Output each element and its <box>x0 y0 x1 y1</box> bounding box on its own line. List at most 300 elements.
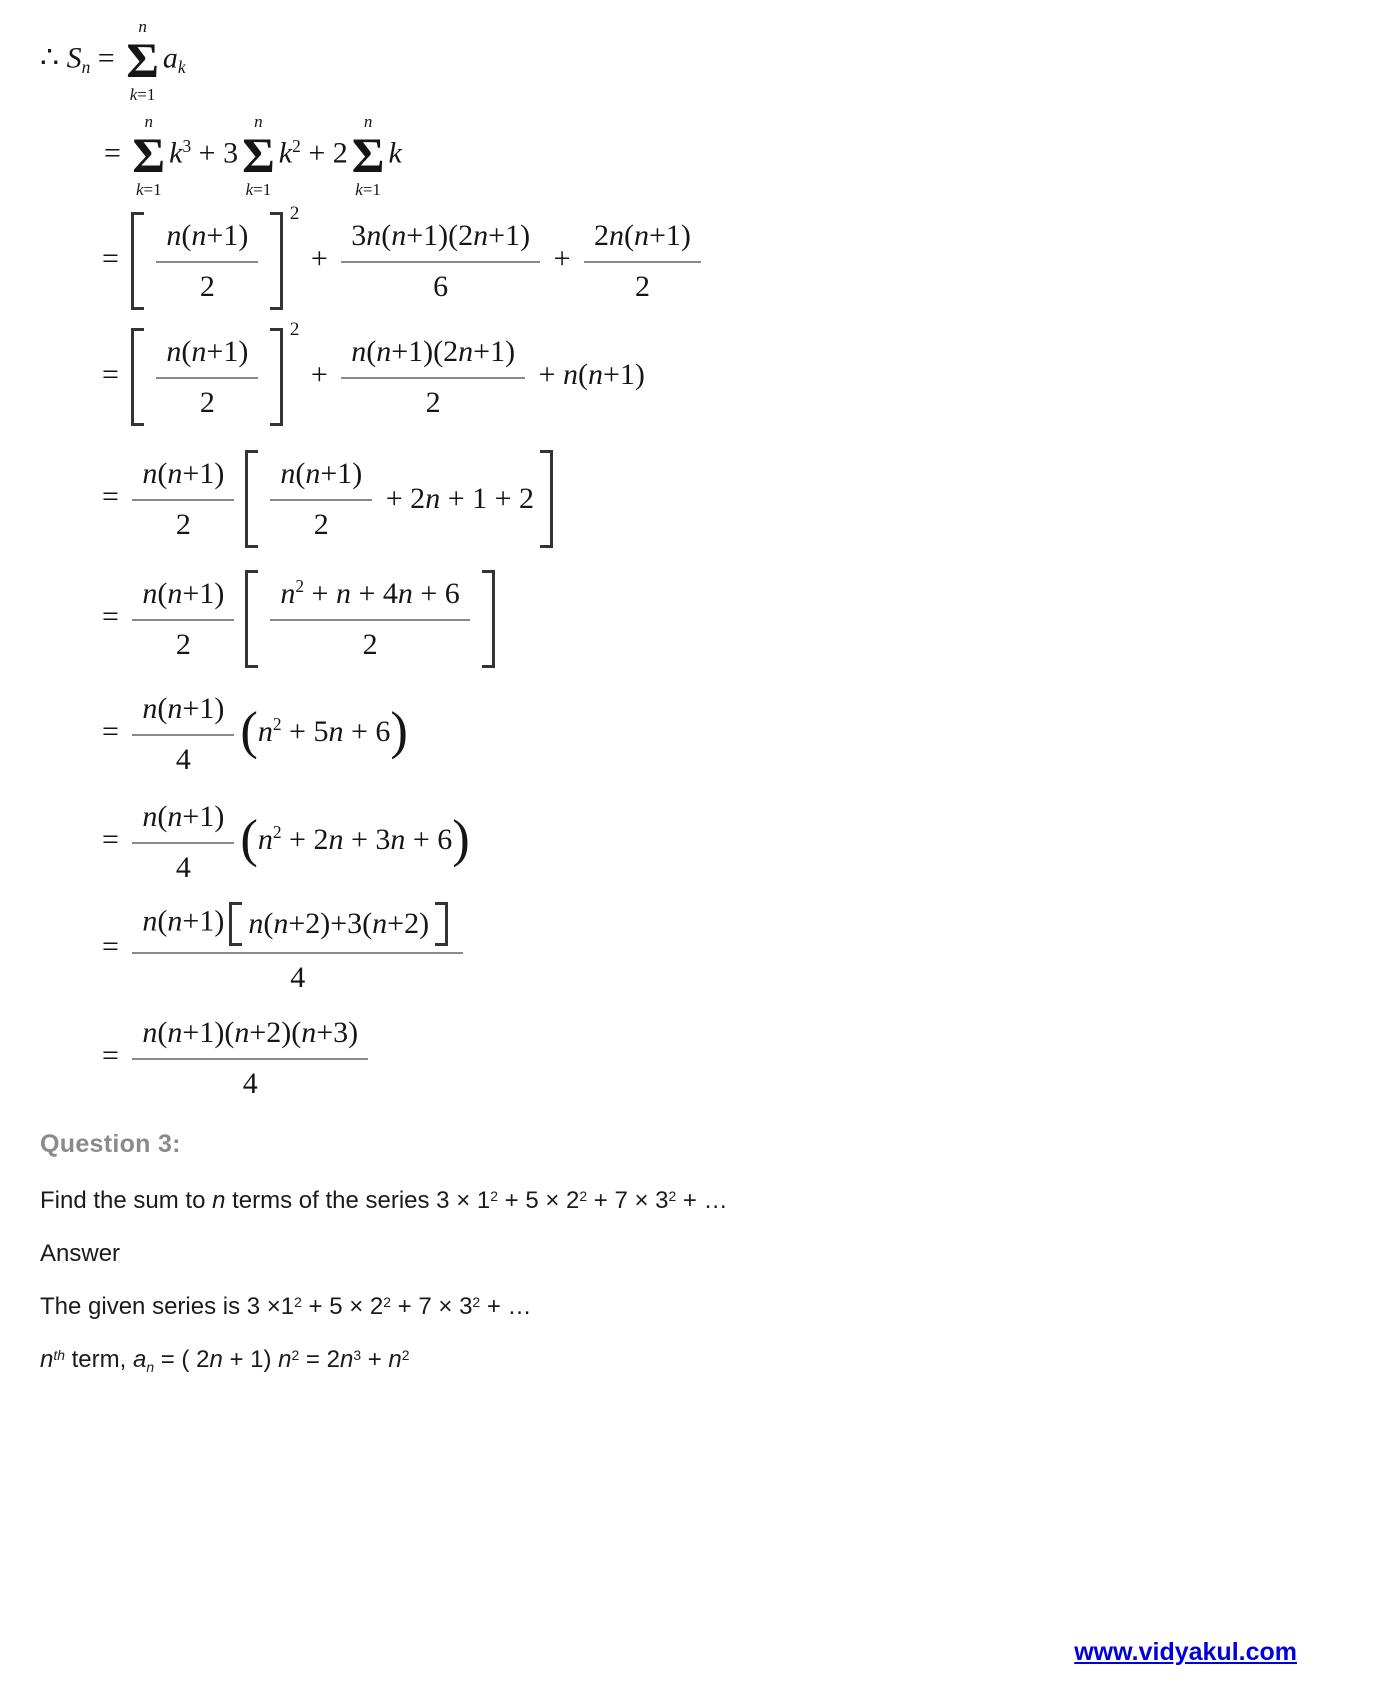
fraction <box>132 796 234 888</box>
right-bracket <box>435 902 448 946</box>
math-variable: n <box>273 907 289 940</box>
math-variable: n <box>335 577 351 610</box>
math-variable: k <box>129 85 138 104</box>
text-run: + <box>361 1346 389 1373</box>
math-run <box>279 136 292 169</box>
math-text: +1) <box>182 800 225 833</box>
math-text: + <box>546 241 579 275</box>
math-text: = <box>102 241 127 275</box>
given-series-line <box>40 1293 1345 1321</box>
math-text: 3 <box>182 135 192 156</box>
italic-text: n <box>278 1346 292 1373</box>
formula-line-8 <box>102 796 1345 888</box>
math-text: = <box>90 41 123 75</box>
math-run <box>102 242 126 275</box>
italic-text: n <box>212 1187 226 1214</box>
footer-link[interactable]: www.vidyakul.com <box>1074 1638 1297 1666</box>
math-run <box>282 715 391 748</box>
left-bracket <box>131 328 144 426</box>
bracket-body <box>150 328 264 426</box>
math-variable: th <box>53 1347 65 1364</box>
math-text: +1) <box>473 335 516 368</box>
math-variable: n <box>391 219 407 252</box>
math-text: ( <box>157 577 168 610</box>
question-heading: Question 3: <box>40 1130 181 1158</box>
summation <box>242 113 275 198</box>
fraction <box>156 215 258 307</box>
bracket-superscript <box>290 202 300 226</box>
math-run <box>176 851 191 884</box>
superscript <box>273 714 282 734</box>
fraction <box>584 215 701 307</box>
sigma-icon: Σ <box>351 127 385 183</box>
math-text: 4 <box>175 850 191 884</box>
math-text: +1)( <box>182 1016 235 1049</box>
math-variable: n <box>166 335 182 368</box>
math-text: = <box>102 929 127 963</box>
superscript <box>292 1347 300 1363</box>
formula-line-6 <box>102 570 1345 668</box>
math-run <box>166 219 248 252</box>
denominator <box>166 501 201 546</box>
paren-body <box>258 715 391 748</box>
math-text: + 2 <box>281 822 329 856</box>
fraction <box>132 900 463 998</box>
text-run: term, <box>64 1346 133 1373</box>
math-run <box>388 136 401 169</box>
formula-line-10 <box>102 1012 1345 1104</box>
math-variable: n <box>142 692 158 725</box>
math-run <box>142 1016 358 1049</box>
math-text: +1) <box>182 904 225 938</box>
math-text: =1 <box>143 180 162 199</box>
math-variable: k <box>355 180 363 199</box>
math-text: 4 <box>242 1066 258 1100</box>
fraction <box>132 573 234 665</box>
math-run <box>248 905 429 943</box>
left-bracket <box>131 212 144 310</box>
right-bracket <box>540 450 553 548</box>
math-run <box>176 508 191 541</box>
math-text: + 1 + 2 <box>440 482 535 516</box>
math-variable: n <box>634 219 650 252</box>
denominator <box>304 501 339 546</box>
left-paren: ( <box>240 810 258 869</box>
superscript <box>579 1188 587 1204</box>
math-text: +1) <box>603 357 645 391</box>
math-run <box>433 270 448 303</box>
math-variable: n <box>234 1016 250 1049</box>
left-bracket <box>245 450 258 548</box>
math-run <box>102 358 126 391</box>
math-variable: k <box>388 136 402 170</box>
denominator <box>280 954 315 999</box>
math-text: = <box>102 1038 127 1072</box>
math-text: 2 <box>594 219 610 252</box>
math-text: 6 <box>433 269 449 303</box>
math-variable: k <box>169 136 183 170</box>
right-bracket <box>482 570 495 668</box>
math-text: + <box>303 241 336 275</box>
math-text: ( <box>366 335 377 368</box>
left-bracket <box>245 570 258 668</box>
paren-group <box>240 702 408 761</box>
math-text: +1) <box>206 335 249 368</box>
math-text: 2 <box>294 1294 302 1311</box>
math-variable: n <box>328 714 344 748</box>
math-text: ( <box>624 219 635 252</box>
math-run <box>102 480 126 513</box>
superscript <box>292 136 301 156</box>
formula-line-2 <box>104 113 1345 198</box>
numerator <box>132 900 463 954</box>
sum-lower-limit <box>355 178 381 198</box>
math-text: + 6 <box>412 577 460 610</box>
math-run <box>176 628 191 661</box>
text-run: + 5 × 2 <box>301 1293 384 1320</box>
math-text: ( <box>157 692 168 725</box>
math-variable: n <box>280 577 296 610</box>
superscript <box>353 1347 361 1363</box>
sigma-icon: Σ <box>132 127 166 183</box>
fraction <box>270 453 372 545</box>
left-bracket <box>229 902 242 946</box>
math-text: ( <box>181 219 192 252</box>
text-run: + … <box>676 1187 728 1214</box>
math-variable: n <box>588 357 604 391</box>
math-run <box>40 41 67 74</box>
right-paren: ) <box>452 810 470 869</box>
math-variable: S <box>66 41 82 75</box>
superscript <box>383 1294 391 1310</box>
math-variable: n <box>366 219 382 252</box>
numerator <box>341 215 540 263</box>
superscript <box>182 136 191 156</box>
math-run <box>280 577 295 610</box>
bracket-body <box>248 902 429 946</box>
math-text: 2 <box>401 1347 410 1364</box>
math-variable: n <box>280 457 296 490</box>
math-variable: n <box>167 800 183 833</box>
nth-term-line <box>40 1346 1345 1374</box>
bracket-group <box>245 450 553 548</box>
math-run <box>303 358 335 391</box>
denominator <box>166 736 201 781</box>
italic-text: n <box>339 1346 354 1373</box>
math-text: 2 <box>472 1294 481 1311</box>
bracket-group <box>229 902 448 946</box>
math-variable: k <box>245 180 254 199</box>
math-run <box>102 1039 126 1072</box>
math-variable: n <box>301 1016 317 1049</box>
numerator <box>132 796 234 844</box>
math-run <box>563 358 645 391</box>
math-run <box>351 219 530 252</box>
text-run: + … <box>480 1293 532 1320</box>
math-variable: n <box>142 457 158 490</box>
math-text: 2 <box>313 507 329 541</box>
math-run <box>258 823 273 856</box>
math-text: +1) <box>182 457 225 490</box>
math-run <box>258 715 273 748</box>
math-text: ( <box>295 457 306 490</box>
superscript <box>53 1347 65 1363</box>
superscript <box>669 1188 677 1204</box>
denominator <box>190 263 225 308</box>
math-variable: n <box>458 335 474 368</box>
math-run <box>301 136 348 169</box>
math-text: +2)+3( <box>288 907 373 940</box>
numerator <box>270 573 469 621</box>
paren-body <box>258 823 452 856</box>
text-run: + 7 × 3 <box>391 1293 473 1320</box>
math-variable: k <box>135 180 144 199</box>
bracket-body <box>150 212 264 310</box>
math-text: 2 <box>175 507 191 541</box>
math-variable: a <box>162 41 178 75</box>
math-text: = <box>102 599 127 633</box>
math-text: +1) <box>182 577 225 610</box>
math-text: +1) <box>182 692 225 725</box>
math-text: 2 <box>272 714 282 735</box>
numerator <box>156 331 258 379</box>
bracket-group <box>131 203 300 310</box>
math-text: 2 <box>272 822 282 843</box>
math-text: 4 <box>290 960 306 994</box>
math-variable: n <box>167 577 183 610</box>
math-text: 2 <box>425 385 441 419</box>
math-text: =1 <box>253 180 272 199</box>
math-text: +1) <box>206 219 249 252</box>
math-run <box>166 335 248 368</box>
right-bracket <box>270 328 283 426</box>
numerator <box>132 453 234 501</box>
superscript <box>294 1294 302 1310</box>
math-text: + 3 <box>191 136 239 170</box>
math-variable: n <box>167 904 183 938</box>
math-text: + 2 <box>378 482 426 516</box>
math-text: ∴ <box>40 41 67 75</box>
math-run <box>363 628 378 661</box>
math-variable: n <box>144 112 154 131</box>
fraction <box>132 688 234 780</box>
italic-text: a <box>132 1346 147 1373</box>
math-text: = <box>102 357 127 391</box>
denominator <box>353 621 388 666</box>
math-text: +3) <box>316 1016 359 1049</box>
math-run <box>102 600 126 633</box>
fraction <box>341 215 540 307</box>
math-text: = <box>104 136 129 170</box>
math-text: 2 <box>490 1188 498 1205</box>
italic-text: n <box>40 1346 54 1373</box>
denominator <box>625 263 660 308</box>
math-run <box>531 358 563 391</box>
bracket-group <box>245 570 494 668</box>
math-run <box>163 41 178 74</box>
summation <box>352 113 385 198</box>
bracket-group <box>131 319 300 426</box>
math-run <box>314 508 329 541</box>
math-run <box>142 692 224 725</box>
denominator <box>233 1060 268 1105</box>
denominator <box>166 621 201 666</box>
math-variable: n <box>563 357 579 391</box>
question-text <box>40 1187 1345 1215</box>
math-text: ( <box>157 800 168 833</box>
math-text: 4 <box>175 742 191 776</box>
fraction <box>132 453 234 545</box>
math-text: ( <box>381 219 392 252</box>
math-text: +2) <box>387 907 430 940</box>
math-variable: n <box>167 457 183 490</box>
numerator <box>132 1012 368 1060</box>
bracket-body <box>264 570 475 668</box>
math-text: +1) <box>649 219 691 252</box>
content-area <box>40 18 1345 1399</box>
text-run: = ( 2 <box>154 1346 210 1373</box>
superscript <box>472 1294 480 1310</box>
math-text: + 6 <box>405 822 453 856</box>
math-run <box>142 577 224 610</box>
math-text: 2 <box>289 203 300 224</box>
math-text: ( <box>157 904 168 938</box>
math-text: 3 <box>353 1347 362 1364</box>
math-text: 2 <box>291 1347 300 1364</box>
math-text: 2 <box>289 319 300 340</box>
text-run: terms of the series 3 × 1 <box>225 1187 491 1214</box>
math-text: = <box>102 822 127 856</box>
math-text: ( <box>157 457 168 490</box>
math-run <box>200 386 215 419</box>
numerator <box>132 688 234 736</box>
math-run <box>426 386 441 419</box>
numerator <box>132 573 234 621</box>
math-run <box>142 800 224 833</box>
math-text: = <box>102 479 127 513</box>
math-run <box>378 480 534 518</box>
bracket-body <box>264 450 534 548</box>
math-variable: n <box>351 335 367 368</box>
math-text: 2 <box>579 1188 588 1205</box>
math-variable: n <box>328 822 344 856</box>
formula-line-3 <box>102 203 1345 310</box>
summation <box>132 113 165 198</box>
math-variable: n <box>473 219 489 252</box>
math-variable: n <box>142 1016 158 1049</box>
math-text: 2 <box>362 627 378 661</box>
math-run <box>546 242 578 275</box>
math-text: 2 <box>292 135 301 156</box>
numerator <box>156 215 258 263</box>
fraction <box>270 573 469 665</box>
math-variable: n <box>305 457 321 490</box>
sigma-icon: Σ <box>126 32 159 88</box>
formula-line-7 <box>102 688 1345 780</box>
math-run <box>351 335 515 368</box>
math-text: + <box>531 357 564 391</box>
italic-text: n <box>209 1346 223 1373</box>
math-variable: n <box>167 1016 183 1049</box>
text-run: + 7 × 3 <box>587 1187 669 1214</box>
denominator <box>423 263 458 308</box>
math-text: 2 <box>668 1188 677 1205</box>
text-run: Find the sum to <box>40 1187 213 1214</box>
sum-lower-limit <box>246 178 272 198</box>
math-text: + 3 <box>343 822 391 856</box>
math-text: ( <box>578 357 589 391</box>
left-paren: ( <box>240 702 258 761</box>
math-variable: n <box>397 577 413 610</box>
math-variable: n <box>257 822 273 856</box>
math-text: =1 <box>362 180 381 199</box>
math-variable: n <box>248 907 264 940</box>
math-run <box>102 930 126 963</box>
math-run <box>304 577 460 610</box>
text-run: + 5 × 2 <box>497 1187 580 1214</box>
sum-lower-limit <box>130 83 156 103</box>
math-text: +1)(2 <box>406 219 474 252</box>
sum-lower-limit <box>136 178 162 198</box>
math-variable: n <box>142 577 158 610</box>
math-variable: k <box>278 136 293 170</box>
math-text: ( <box>157 1016 168 1049</box>
math-text: 2 <box>199 385 215 419</box>
math-run <box>290 961 305 994</box>
math-text: 2 <box>199 269 215 303</box>
math-variable: n <box>81 57 91 78</box>
formula-line-9 <box>102 900 1345 998</box>
text-run: = 2 <box>299 1346 340 1373</box>
math-run <box>191 136 238 169</box>
math-variable: n <box>257 714 273 748</box>
denominator <box>166 844 201 889</box>
math-run <box>142 905 224 938</box>
math-variable: n <box>376 335 392 368</box>
math-variable: k <box>177 57 186 78</box>
math-text: ( <box>181 335 192 368</box>
math-text: +1) <box>320 457 363 490</box>
summation <box>126 18 159 103</box>
italic-text: n <box>388 1346 402 1373</box>
superscript <box>402 1347 410 1363</box>
bracket-superscript <box>290 318 300 342</box>
math-text: + <box>303 357 336 391</box>
math-run <box>102 715 126 748</box>
formula-line-1 <box>40 18 1345 103</box>
question-section <box>40 1130 1345 1374</box>
right-bracket <box>270 212 283 310</box>
text-run: + 1) <box>222 1346 279 1373</box>
superscript <box>273 822 282 842</box>
formula-line-5 <box>102 450 1345 548</box>
math-text: + 4 <box>350 577 398 610</box>
fraction <box>341 331 525 423</box>
math-run <box>102 823 126 856</box>
math-text: 2 <box>295 576 305 597</box>
math-text: ( <box>263 907 274 940</box>
text-run: The given series is 3 ×1 <box>40 1293 295 1320</box>
math-text: 3 <box>351 219 367 252</box>
math-variable: n <box>167 692 183 725</box>
numerator <box>584 215 701 263</box>
math-run <box>282 823 453 856</box>
math-text: +2)( <box>249 1016 302 1049</box>
math-run <box>594 219 691 252</box>
subscript <box>82 57 91 77</box>
math-variable: n <box>609 219 625 252</box>
math-text: + 6 <box>343 714 391 748</box>
